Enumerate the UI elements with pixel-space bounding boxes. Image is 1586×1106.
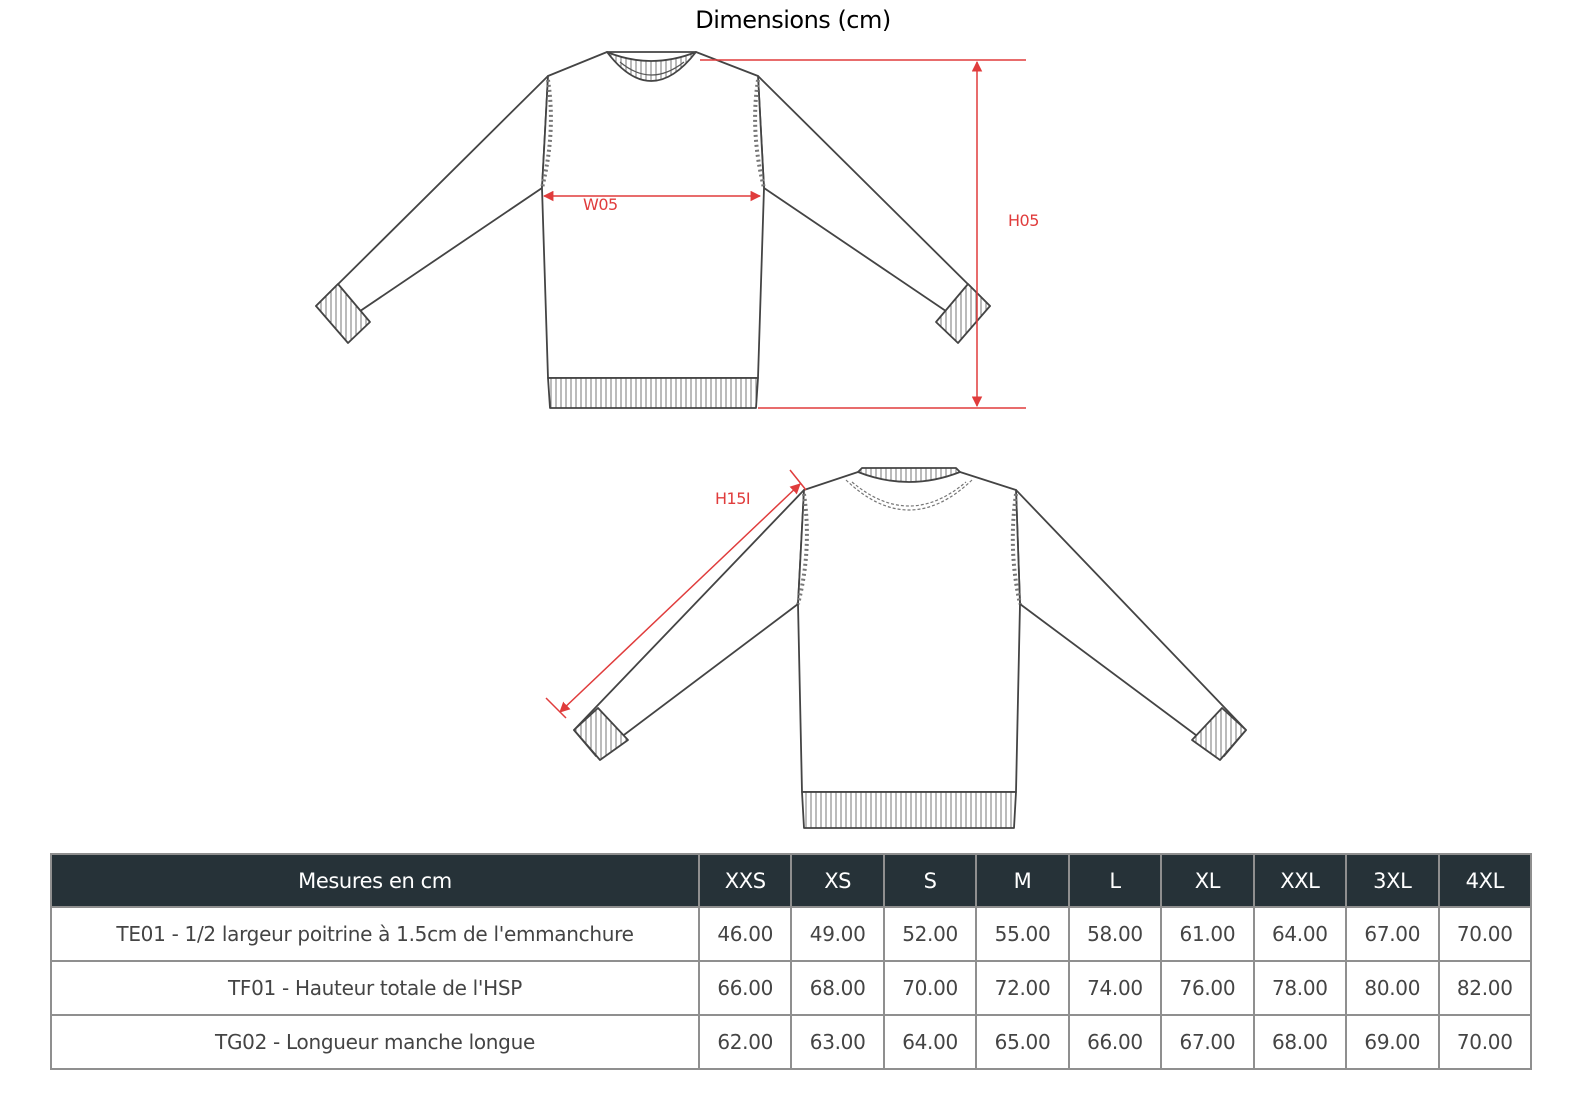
table-cell: 46.00	[699, 907, 791, 961]
width-label: W05	[583, 195, 618, 214]
table-cell: 61.00	[1161, 907, 1253, 961]
header-size: XXL	[1254, 854, 1346, 907]
back-right-sleeve	[1016, 490, 1246, 756]
header-size: 4XL	[1439, 854, 1532, 907]
table-cell: 58.00	[1069, 907, 1161, 961]
table-cell: 70.00	[1439, 1015, 1532, 1069]
table-cell: 68.00	[1254, 1015, 1346, 1069]
table-cell: 82.00	[1439, 961, 1532, 1015]
table-cell: 65.00	[976, 1015, 1068, 1069]
back-body	[798, 472, 1020, 792]
table-cell: 64.00	[1254, 907, 1346, 961]
front-body	[542, 52, 764, 378]
row-label: TF01 - Hauteur totale de l'HSP	[51, 961, 699, 1015]
table-cell: 64.00	[884, 1015, 976, 1069]
front-hem	[548, 378, 758, 408]
front-left-sleeve	[316, 76, 548, 326]
height-label: H05	[1008, 211, 1039, 230]
table-cell: 66.00	[1069, 1015, 1161, 1069]
table-cell: 55.00	[976, 907, 1068, 961]
table-cell: 68.00	[791, 961, 883, 1015]
table-cell: 52.00	[884, 907, 976, 961]
page-title: Dimensions (cm)	[695, 6, 891, 34]
back-left-sleeve	[574, 490, 804, 756]
size-table	[50, 853, 1532, 1070]
table-cell: 74.00	[1069, 961, 1161, 1015]
header-label: Mesures en cm	[51, 854, 699, 907]
table-row	[51, 907, 1531, 961]
table-cell: 66.00	[699, 961, 791, 1015]
sleeve-label: H15I	[715, 489, 751, 508]
table-cell: 70.00	[884, 961, 976, 1015]
table-cell: 49.00	[791, 907, 883, 961]
table-cell: 67.00	[1161, 1015, 1253, 1069]
table-cell: 76.00	[1161, 961, 1253, 1015]
row-label: TG02 - Longueur manche longue	[51, 1015, 699, 1069]
header-size: XL	[1161, 854, 1253, 907]
header-size: M	[976, 854, 1068, 907]
table-row	[51, 1015, 1531, 1069]
table-cell: 72.00	[976, 961, 1068, 1015]
table-header-row	[51, 854, 1531, 907]
header-size: S	[884, 854, 976, 907]
table-cell: 69.00	[1346, 1015, 1438, 1069]
table-cell: 80.00	[1346, 961, 1438, 1015]
header-size: 3XL	[1346, 854, 1438, 907]
back-sweater	[574, 468, 1246, 828]
back-hem	[802, 792, 1016, 828]
table-cell: 62.00	[699, 1015, 791, 1069]
row-label: TE01 - 1/2 largeur poitrine à 1.5cm de l'emmanchure	[51, 907, 699, 961]
header-size: XS	[791, 854, 883, 907]
front-sweater	[316, 52, 990, 408]
table-cell: 70.00	[1439, 907, 1532, 961]
table-cell: 67.00	[1346, 907, 1438, 961]
header-size: L	[1069, 854, 1161, 907]
header-size: XXS	[699, 854, 791, 907]
table-row	[51, 961, 1531, 1015]
table-cell: 78.00	[1254, 961, 1346, 1015]
front-right-sleeve	[758, 76, 990, 326]
table-cell: 63.00	[791, 1015, 883, 1069]
